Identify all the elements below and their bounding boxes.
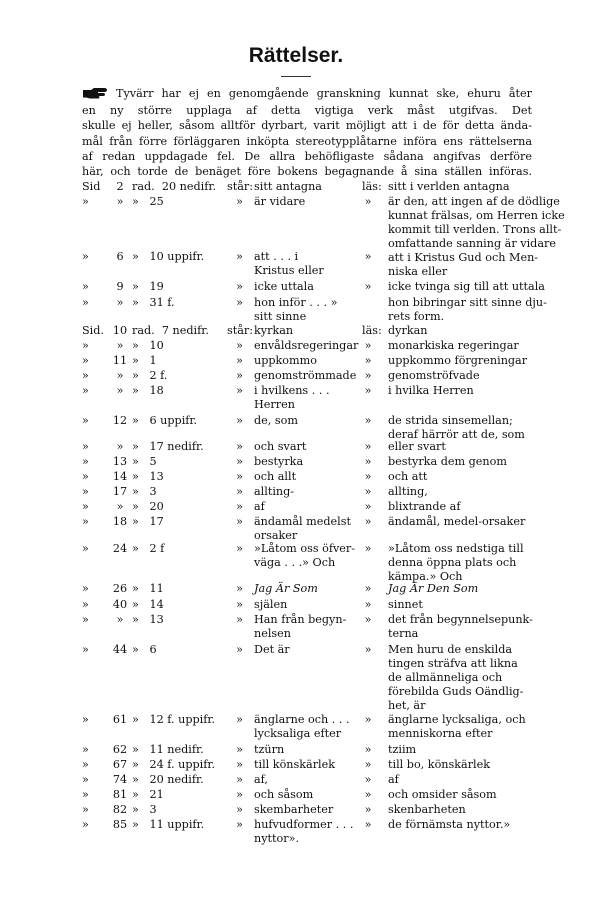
errata-cell-c5: till könskärlek [254, 758, 336, 771]
errata-cell-c3: rad. 20 nedifr. [132, 180, 217, 193]
errata-cell-c2: 67 [112, 758, 128, 771]
errata-cell-c4: » [236, 643, 243, 656]
errata-cell-c5: och såsom [254, 788, 314, 801]
errata-cell-c4: » [236, 713, 243, 726]
errata-cell-c4: » [236, 613, 243, 626]
errata-cell-c6: » [364, 440, 372, 453]
errata-cell-c6: » [364, 758, 372, 771]
errata-cell-c4: » [236, 339, 243, 352]
errata-cell-c5: genomströmmade [254, 369, 357, 382]
errata-cell-c6: » [364, 613, 372, 626]
errata-cell-c4: » [236, 515, 243, 528]
errata-cell-c5: sitt antagna [254, 180, 322, 193]
errata-cell-c4: » [236, 598, 243, 611]
errata-cell-c3: » 11 nedifr. [132, 743, 204, 756]
errata-cell-c3: » 5 [132, 455, 157, 468]
errata-cell-c2: » [116, 339, 124, 352]
errata-cell-c7: sitt i verlden antagna [388, 180, 510, 193]
errata-cell-c4: » [236, 743, 243, 756]
errata-cell-c6: » [364, 339, 372, 352]
errata-cell-c7: är den, att ingen af de dödlige kunnat frälsas, om Herren icke kommit till verlden. Trons allt- omfattande sanning är vidare att i Kristus Gud och Men- niska eller [388, 195, 565, 278]
errata-cell-c7: uppkommo förgreningar [388, 354, 528, 367]
errata-cell-c3: » 19 [132, 280, 164, 293]
errata-cell-c2: » [116, 613, 124, 626]
errata-cell-c2: » [116, 384, 124, 397]
errata-cell-c7: eller svart [388, 440, 446, 453]
errata-cell-c5: icke uttala [254, 280, 314, 293]
errata-cell-c3: » 13 [132, 613, 164, 626]
errata-cell-c1: » [82, 598, 89, 611]
errata-cell-c1: » [82, 818, 89, 831]
errata-cell-c1: Sid [82, 180, 101, 193]
errata-cell-c7: hon bibringar sitt sinne dju- rets form. [388, 296, 547, 323]
errata-cell-c4: » [236, 542, 243, 555]
errata-cell-c4: » [236, 455, 243, 468]
errata-cell-c6: » [364, 500, 372, 513]
errata-cell-c4: » [236, 280, 243, 293]
errata-cell-c2: » [116, 296, 124, 309]
errata-cell-c5: och allt [254, 470, 297, 483]
errata-cell-c3: » 25 [132, 195, 164, 208]
errata-cell-c1: » [82, 500, 89, 513]
errata-cell-c2: 40 [112, 598, 128, 611]
errata-cell-c5: hon inför . . . » sitt sinne [254, 296, 338, 323]
errata-cell-c2: » [116, 195, 124, 208]
errata-cell-c5: att . . . i Kristus eller [254, 250, 324, 277]
errata-cell-c2: 6 [116, 250, 124, 263]
errata-cell-c5: är vidare [254, 195, 306, 208]
errata-cell-c5: hufvudformer . . . nyttor». [254, 818, 354, 845]
errata-cell-c6: » [364, 414, 372, 427]
errata-cell-c3: » 18 [132, 384, 164, 397]
errata-cell-c1: » [82, 803, 89, 816]
title-rule [281, 76, 311, 77]
errata-cell-c1: » [82, 485, 89, 498]
errata-cell-c3: » 3 [132, 485, 157, 498]
errata-cell-c2: 82 [112, 803, 128, 816]
errata-cell-c7: Jag Är Den Som [388, 582, 479, 595]
errata-cell-c5: bestyrka [254, 455, 304, 468]
errata-cell-c7: tziim [388, 743, 417, 756]
errata-cell-c1: » [82, 515, 89, 528]
errata-cell-c5: i hvilkens . . . Herren [254, 384, 330, 411]
errata-cell-c1: » [82, 280, 89, 293]
errata-cell-c1: » [82, 296, 89, 309]
errata-cell-c6: » [364, 485, 372, 498]
errata-cell-c5: »Låtom oss öfver- väga . . .» Och [254, 542, 356, 569]
errata-cell-c2: 74 [112, 773, 128, 786]
errata-cell-c6: » [364, 369, 372, 382]
errata-cell-c7: sinnet [388, 598, 423, 611]
errata-cell-c4: » [236, 470, 243, 483]
errata-cell-c3: » 1 [132, 354, 157, 367]
errata-cell-c3: » 2 f. [132, 369, 168, 382]
errata-cell-c6: » [364, 515, 372, 528]
errata-cell-c2: 81 [112, 788, 128, 801]
errata-cell-c2: 17 [112, 485, 128, 498]
errata-cell-c5: och svart [254, 440, 307, 453]
errata-cell-c1: » [82, 369, 89, 382]
errata-cell-c7: allting, [388, 485, 428, 498]
errata-cell-c4: » [236, 788, 243, 801]
errata-cell-c1: » [82, 250, 89, 263]
errata-cell-c2: 24 [112, 542, 128, 555]
errata-cell-c7: af [388, 773, 399, 786]
errata-cell-c2: 9 [116, 280, 124, 293]
page-title: Rättelser. [248, 44, 344, 67]
errata-cell-c2: 2 [116, 180, 124, 193]
errata-cell-c2: 62 [112, 743, 128, 756]
errata-cell-c1: » [82, 195, 89, 208]
errata-cell-c1: » [82, 354, 89, 367]
errata-cell-c6: » [364, 788, 372, 801]
errata-cell-c2: 12 [112, 414, 128, 427]
errata-cell-c7: ändamål, medel-orsaker [388, 515, 526, 528]
errata-cell-c1: » [82, 455, 89, 468]
errata-cell-c1: » [82, 440, 89, 453]
errata-cell-c5: tzürn [254, 743, 285, 756]
errata-cell-c7: änglarne lycksaliga, och menniskorna efter [388, 713, 526, 740]
errata-cell-c4: » [236, 773, 243, 786]
errata-cell-c6: läs: [362, 180, 382, 193]
errata-cell-c7: Men huru de enskilda tingen sträfva att likna de allmänneliga och förebilda Guds Oändlig- het, är [388, 643, 524, 712]
errata-cell-c3: » 17 nedifr. [132, 440, 204, 453]
errata-cell-c1: » [82, 582, 89, 595]
errata-cell-c6: » [364, 455, 372, 468]
errata-cell-c2: 61 [112, 713, 128, 726]
errata-cell-c6: » [364, 542, 372, 555]
errata-cell-c3: » 20 [132, 500, 164, 513]
errata-cell-c6: läs: [362, 324, 382, 337]
errata-cell-c3: » 14 [132, 598, 164, 611]
errata-cell-c4: » [236, 384, 243, 397]
errata-cell-c7: genomströfvade [388, 369, 480, 382]
errata-cell-c3: » 11 uppifr. [132, 818, 205, 831]
errata-cell-c5: själen [254, 598, 288, 611]
errata-cell-c2: 26 [112, 582, 128, 595]
errata-cell-c5: af [254, 500, 265, 513]
errata-cell-c4: » [236, 582, 243, 595]
errata-cell-c7: de förnämsta nyttor.» [388, 818, 511, 831]
errata-cell-c5: envåldsregeringar [254, 339, 359, 352]
errata-cell-c3: rad. 7 nedifr. [132, 324, 209, 337]
errata-cell-c1: » [82, 758, 89, 771]
errata-cell-c4: » [236, 758, 243, 771]
errata-cell-c7: de strida sinsemellan; deraf härrör att de, som [388, 414, 525, 441]
errata-cell-c4: står: [227, 180, 254, 193]
errata-cell-c5: de, som [254, 414, 298, 427]
errata-cell-c3: » 11 [132, 582, 164, 595]
errata-cell-c6: » [364, 470, 372, 483]
errata-cell-c7: icke tvinga sig till att uttala [388, 280, 545, 293]
errata-cell-c2: 13 [112, 455, 128, 468]
errata-cell-c6: » [364, 803, 372, 816]
intro-line: mål från förre förläggaren inköpta stereotypplåtarne införa ens rättelserna [82, 134, 532, 148]
errata-cell-c6: » [364, 195, 372, 208]
errata-cell-c1: » [82, 470, 89, 483]
errata-cell-c6: » [364, 354, 372, 367]
errata-cell-c3: » 20 nedifr. [132, 773, 204, 786]
errata-cell-c1: » [82, 384, 89, 397]
errata-cell-c6: » [364, 773, 372, 786]
errata-cell-c4: » [236, 296, 243, 309]
errata-cell-c1: » [82, 643, 89, 656]
errata-cell-c1: » [82, 713, 89, 726]
errata-cell-c5: ändamål medelst orsaker [254, 515, 351, 542]
errata-cell-c2: 14 [112, 470, 128, 483]
errata-cell-c7: det från begynnelsepunk- terna [388, 613, 533, 640]
errata-cell-c3: » 6 uppifr. [132, 414, 198, 427]
errata-cell-c6: » [364, 250, 372, 263]
errata-cell-c5: Han från begyn- nelsen [254, 613, 347, 640]
errata-cell-c3: » 31 f. [132, 296, 175, 309]
errata-cell-c7: och omsider såsom [388, 788, 497, 801]
errata-cell-c4: » [236, 803, 243, 816]
errata-cell-c4: » [236, 369, 243, 382]
errata-cell-c5: Jag Är Som [254, 582, 318, 595]
errata-cell-c4: » [236, 485, 243, 498]
errata-cell-c7: till bo, könskärlek [388, 758, 491, 771]
errata-cell-c4: » [236, 414, 243, 427]
errata-cell-c1: » [82, 773, 89, 786]
errata-cell-c2: 85 [112, 818, 128, 831]
errata-cell-c7: bestyrka dem genom [388, 455, 507, 468]
errata-cell-c4: » [236, 818, 243, 831]
errata-cell-c7: monarkiska regeringar [388, 339, 519, 352]
errata-cell-c4: » [236, 440, 243, 453]
errata-cell-c3: » 24 f. uppifr. [132, 758, 216, 771]
errata-cell-c5: kyrkan [254, 324, 294, 337]
errata-cell-c3: » 2 f [132, 542, 165, 555]
errata-cell-c5: uppkommo [254, 354, 317, 367]
errata-cell-c5: af, [254, 773, 268, 786]
errata-cell-c2: » [116, 440, 124, 453]
errata-cell-c2: » [116, 500, 124, 513]
errata-cell-c7: och att [388, 470, 428, 483]
errata-cell-c4: » [236, 500, 243, 513]
errata-cell-c3: » 13 [132, 470, 164, 483]
errata-cell-c6: » [364, 598, 372, 611]
errata-cell-c6: » [364, 582, 372, 595]
errata-cell-c1: » [82, 542, 89, 555]
errata-cell-c6: » [364, 280, 372, 293]
errata-cell-c2: » [116, 369, 124, 382]
errata-cell-c6: » [364, 818, 372, 831]
pointing-hand-icon [82, 87, 112, 103]
errata-cell-c5: änglarne och . . . lycksaliga efter [254, 713, 350, 740]
errata-cell-c2: 10 [112, 324, 128, 337]
errata-cell-c7: i hvilka Herren [388, 384, 474, 397]
errata-cell-c6: » [364, 713, 372, 726]
errata-cell-c6: » [364, 743, 372, 756]
intro-paragraph [82, 86, 532, 179]
errata-cell-c7: blixtrande af [388, 500, 461, 513]
errata-cell-c3: » 10 uppifr. [132, 250, 205, 263]
errata-cell-c4: » [236, 195, 243, 208]
errata-cell-c1: » [82, 788, 89, 801]
errata-cell-c4: » [236, 250, 243, 263]
errata-cell-c2: 44 [112, 643, 128, 656]
errata-cell-c3: » 17 [132, 515, 164, 528]
errata-cell-c7: skenbarheten [388, 803, 466, 816]
errata-cell-c1: » [82, 339, 89, 352]
errata-cell-c4: » [236, 354, 243, 367]
errata-cell-c3: » 6 [132, 643, 157, 656]
errata-cell-c5: skembarheter [254, 803, 334, 816]
errata-cell-c6: » [364, 643, 372, 656]
errata-cell-c3: » 3 [132, 803, 157, 816]
errata-cell-c3: » 21 [132, 788, 164, 801]
errata-cell-c5: allting- [254, 485, 295, 498]
errata-cell-c1: » [82, 414, 89, 427]
errata-cell-c2: 11 [112, 354, 128, 367]
intro-line: skulle ej heller, såsom alltför dyrbart, varit möjligt att i de för detta ända- [82, 119, 532, 133]
errata-cell-c3: » 10 [132, 339, 164, 352]
errata-cell-c2: 18 [112, 515, 128, 528]
errata-cell-c6: » [364, 384, 372, 397]
errata-cell-c1: » [82, 613, 89, 626]
errata-cell-c7: dyrkan [388, 324, 428, 337]
errata-cell-c3: » 12 f. uppifr. [132, 713, 216, 726]
errata-cell-c5: Det är [254, 643, 290, 656]
errata-cell-c7: »Låtom oss nedstiga till denna öppna plats och kämpa.» Och [388, 542, 524, 583]
errata-cell-c1: Sid. [82, 324, 104, 337]
intro-line: Tyvärr har ej en genomgående granskning kunnat ske, ehuru åter [82, 86, 532, 103]
errata-cell-c1: » [82, 743, 89, 756]
errata-cell-c4: står: [227, 324, 254, 337]
intro-line: en ny större upplaga af detta vigtiga verk måst utgifvas. Det [82, 104, 532, 118]
intro-line: här, och torde de benäget före bokens begagnande å sina ställen införas. [82, 165, 532, 179]
intro-line: af redan uppdagade fel. De allra behöfligaste sådana angifvas derföre [82, 149, 532, 163]
